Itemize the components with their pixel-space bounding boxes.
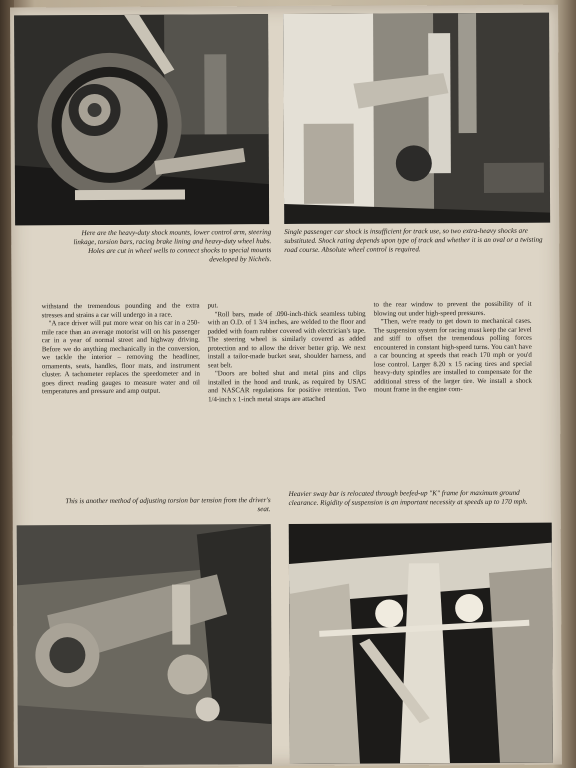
paragraph: "Doors are bolted shut and metal pins and clips installed in the hood and trunk, as required by USAC and NASCAR regulations for positive retention. Two 1/4-inch x 1-inch metal straps are attached bbox=[207, 369, 367, 404]
caption-bottom-left: This is another method of adjusting torsion bar tension from the driver's seat. bbox=[65, 496, 271, 514]
twin-shock-illustration bbox=[283, 13, 550, 224]
paragraph: "Then, we're ready to get down to mechanical cases. The suspension system for racing must keep the car level and stiff to offset the tremendous polling forces encountered in constant high-speed turns. You can't have a car bouncing at speeds that reach 170 mph or you'd lose control. Larger 8.20 x 15 racing tires and special heavy-duty spindles are installed to compensate for the additional stress of the larger tire. We install a shock mount frame in the engine com- bbox=[373, 317, 532, 395]
torsion-bar-adjuster-photo bbox=[17, 524, 272, 765]
text-column-2 bbox=[208, 302, 367, 405]
caption-top-left: Here are the heavy-duty shock mounts, lower control arm, steering linkage, torsion bars, racing brake lining and heavy-duty wheel hubs. Holes are cut in wheel wells to connect shocks to special mounts developed by Nichels. bbox=[73, 228, 272, 264]
caption-bottom-right: Heavier sway bar is relocated through beefed-up "K" frame for maximum ground clearance. Rigidity of suspension is an important necessity at speeds up to 170 mph. bbox=[288, 488, 528, 508]
brake-drum-suspension-photo bbox=[14, 14, 269, 225]
paragraph: "A race driver will put more wear on his car in a 250-mile race than an average motorist will on his passenger car in a year of normal street and highway driving. Before we do anything mechanically in the conversion, we tackle the interior – removing the headliner, ornaments, seats, handles, floor mats, and instrument cluster. A tachometer replaces the speedometer and in goes direct reading gauges to measure water and oil temperatures and pressure and amp output. bbox=[41, 319, 201, 396]
caption-top-right: Single passenger car shock is insufficient for track use, so two extra-heavy shocks are substituted. Shock rating depends upon type of track and whether it is an oval or a twisting road course. Absolute wheel control is required. bbox=[284, 226, 543, 255]
paragraph: put. bbox=[207, 302, 219, 310]
paragraph: to the rear window to prevent the possibility of it blowing out under high-speed pressures. bbox=[373, 300, 532, 318]
text-column-3 bbox=[374, 301, 532, 396]
paragraph: withstand the tremendous pounding and the extra stresses and strains a car will undergo in a race. bbox=[41, 302, 200, 319]
paragraph: "Roll bars, made of .090-inch-thick seamless tubing with an O.D. of 1 3/4 inches, are welded to the floor and padded with foam rubber covered with electrician's tape. The steering wheel is similarly covered as added protection and to allow the driver better grip. We next install a tailor-made bucket seat, shoulder harness, and seat belt. bbox=[207, 310, 366, 370]
twin-shock-photo bbox=[283, 13, 550, 224]
torsion-adjuster-illustration bbox=[17, 524, 272, 765]
brake-drum-illustration bbox=[14, 14, 269, 225]
k-frame-sway-bar-photo bbox=[289, 523, 553, 764]
k-frame-illustration bbox=[289, 523, 553, 764]
magazine-page bbox=[10, 5, 562, 768]
text-column-1 bbox=[42, 302, 200, 397]
